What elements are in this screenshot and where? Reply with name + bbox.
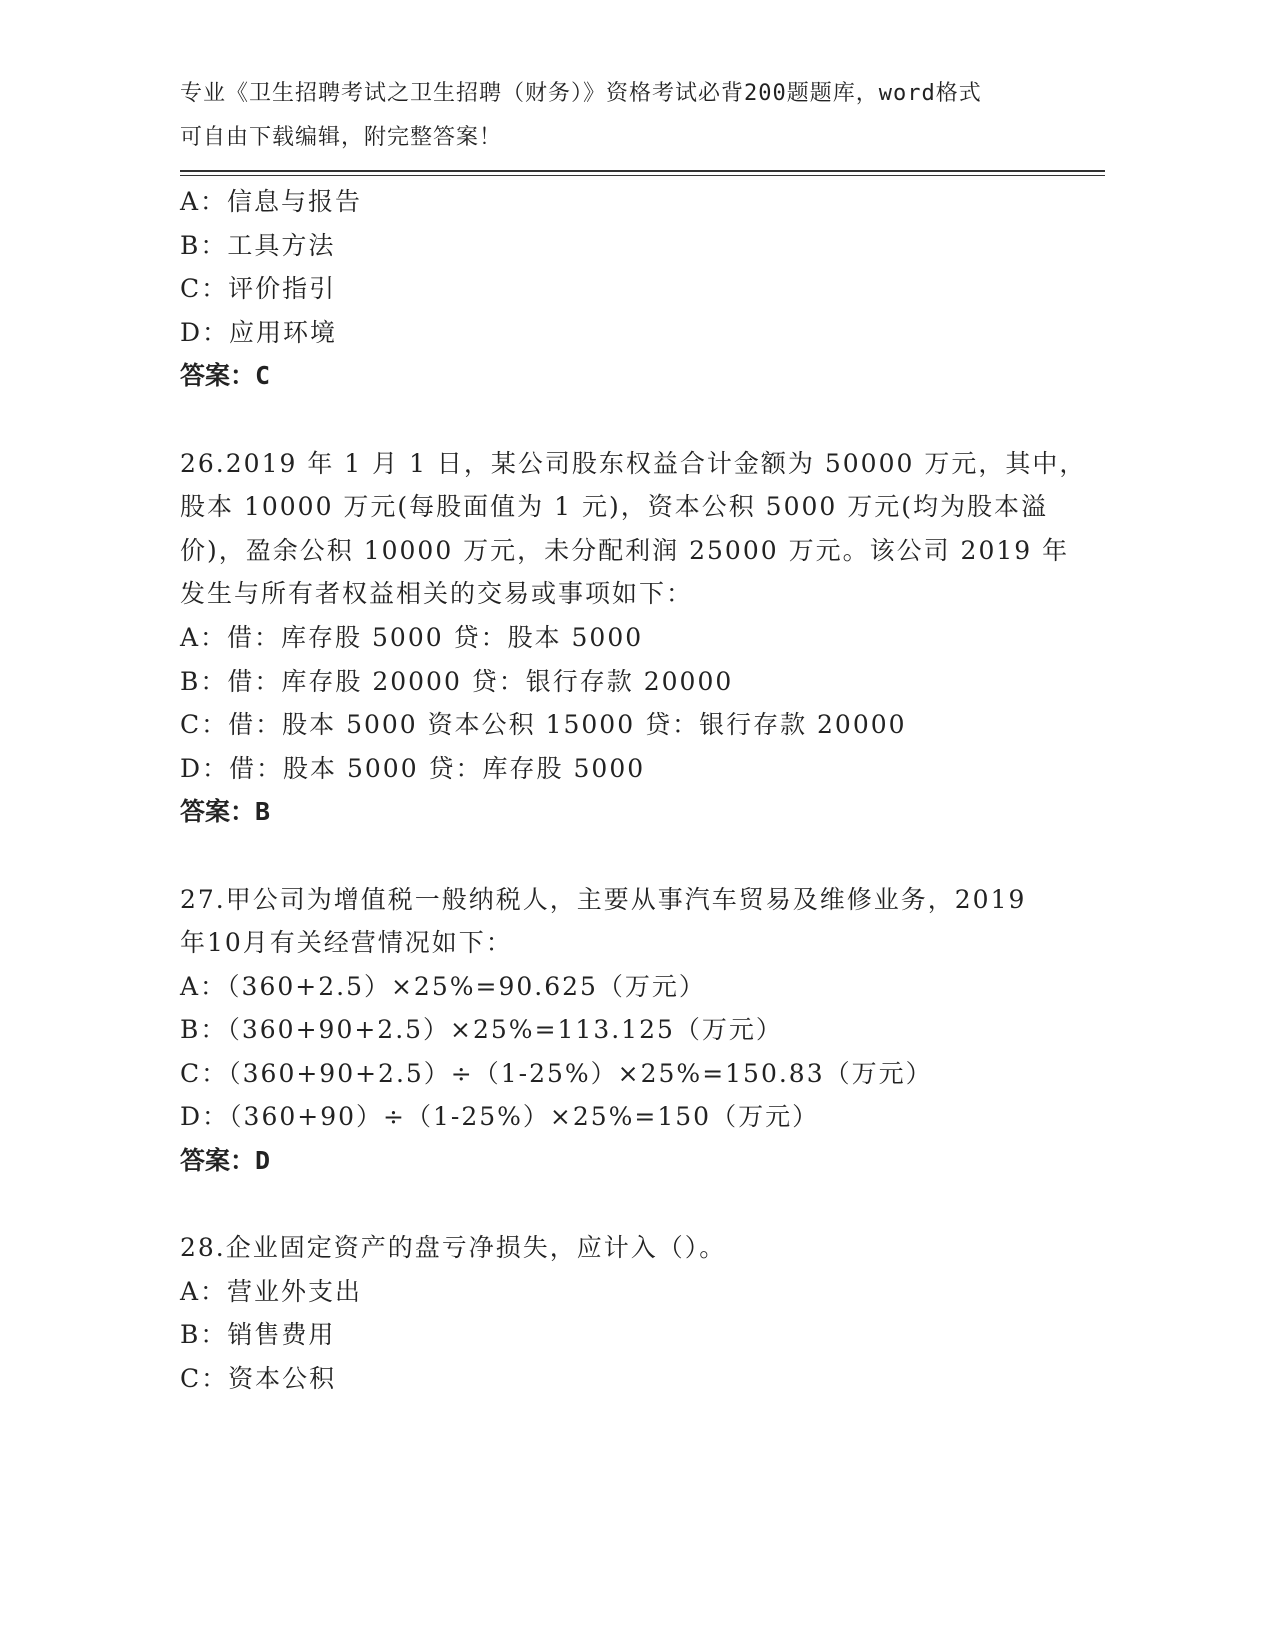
option-b: B：（360+90+2.5）×25%=113.125（万元） [180, 1015, 783, 1045]
option-a: A：（360+2.5）×25%=90.625（万元） [180, 971, 706, 1001]
option-c: C：借：股本 5000 资本公积 15000 贷：银行存款 20000 [180, 710, 907, 740]
option-b: B：销售费用 [180, 1320, 336, 1350]
option-b: B：借：库存股 20000 贷：银行存款 20000 [180, 666, 734, 696]
header-line-2: 可自由下载编辑，附完整答案！ [180, 124, 503, 150]
header-divider-thin [180, 175, 1105, 176]
header-divider-thick [180, 170, 1105, 172]
question-stem-line: 27.甲公司为增值税一般纳税人，主要从事汽车贸易及维修业务，2019 [180, 884, 1027, 914]
option-a: A：借：库存股 5000 贷：股本 5000 [180, 622, 644, 652]
question-stem-line: 发生与所有者权益相关的交易或事项如下： [180, 579, 694, 609]
question-stem-line: 股本 10000 万元(每股面值为 1 元)，资本公积 5000 万元(均为股本溢 [180, 492, 1049, 522]
option-c: C：评价指引 [180, 274, 337, 304]
spacer [180, 834, 1080, 878]
question-28 [180, 1226, 1080, 1400]
spacer [180, 1183, 1080, 1227]
spacer [180, 398, 1080, 442]
document-header [180, 72, 1040, 159]
header-line-1: 专业《卫生招聘考试之卫生招聘（财务）》资格考试必背200题题库，word格式 [180, 81, 982, 106]
question-stem-line: 26.2019 年 1 月 1 日，某公司股东权益合计金额为 50000 万元，其中， [180, 448, 1087, 478]
answer: 答案：D [180, 1146, 271, 1176]
option-c: C：资本公积 [180, 1364, 337, 1394]
question-stem-line: 28.企业固定资产的盘亏净损失，应计入（）。 [180, 1233, 727, 1263]
option-c: C：（360+90+2.5）÷（1-25%）×25%=150.83（万元） [180, 1058, 933, 1088]
question-stem-line: 年10月有关经营情况如下： [180, 928, 513, 958]
question-content [180, 180, 1087, 1401]
answer: 答案：B [180, 797, 271, 827]
question-stem-line: 价)，盈余公积 10000 万元，未分配利润 25000 万元。该公司 2019 年 [180, 535, 1070, 565]
option-a: A：营业外支出 [180, 1276, 363, 1306]
option-a: A：信息与报告 [180, 187, 363, 216]
answer: 答案：C [180, 361, 271, 391]
option-d: D：借：股本 5000 贷：库存股 5000 [180, 753, 646, 783]
previous-question [180, 180, 1080, 398]
option-d: D：应用环境 [180, 317, 338, 347]
option-b: B：工具方法 [180, 230, 336, 260]
question-26 [180, 442, 1087, 834]
option-d: D：（360+90）÷（1-25%）×25%=150（万元） [180, 1102, 820, 1132]
question-27 [180, 878, 1080, 1183]
